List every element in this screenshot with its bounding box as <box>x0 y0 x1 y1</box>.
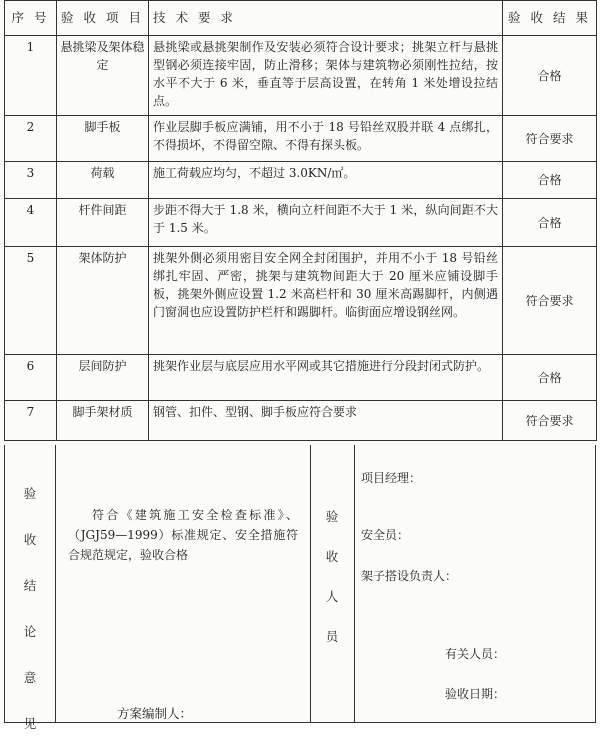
row-item: 荷载 <box>57 162 149 199</box>
scaffold-acceptance-table <box>4 0 597 441</box>
row-result: 合格 <box>503 162 597 199</box>
conclusion-label-char: 见 <box>23 716 37 731</box>
conclusion-label-char: 意 <box>23 670 37 685</box>
row-item: 悬挑梁及架体稳定 <box>57 36 149 116</box>
conclusion-label-char: 结 <box>23 578 37 593</box>
safety-officer-field: 安全员： <box>361 528 410 542</box>
inspectors-label-char: 收 <box>325 549 339 564</box>
row-no: 5 <box>5 247 57 355</box>
row-requirement: 悬挑梁或悬挑架制作及安装必须符合设计要求；挑架立杆与悬挑型钢必须连接牢固，防止滑移；架体与建筑物必须刚性拉结，按水平不大于 6 米，垂直等于层高设置，在转角 1 米处增设拉结点。 <box>149 36 503 116</box>
header-no: 序 号 <box>5 1 57 36</box>
row-requirement: 步距不得大于 1.8 米，横向立杆间距不大于 1 米，纵向间距不大于 1.5 米。 <box>149 199 503 247</box>
row-result: 符合要求 <box>503 116 597 162</box>
row-item: 脚手架材质 <box>57 401 149 441</box>
conclusion-label-char: 论 <box>23 624 37 639</box>
row-result: 合格 <box>503 199 597 247</box>
inspectors-label-char: 人 <box>325 589 339 604</box>
row-item: 脚手板 <box>57 116 149 162</box>
row-result: 合格 <box>503 36 597 116</box>
row-result: 合格 <box>503 355 597 401</box>
inspectors-body <box>355 445 595 722</box>
row-requirement: 施工荷载应均匀，不超过 3.0KN/㎡。 <box>149 162 503 199</box>
planner-signature: 方案编制人： <box>117 706 193 721</box>
header-result: 验 收 结 果 <box>503 1 597 36</box>
row-no: 2 <box>5 116 57 162</box>
header-requirement: 技 术 要 求 <box>149 1 503 36</box>
conclusion-label-char: 验 <box>23 486 37 501</box>
conclusion-text: 符合《建筑施工安全检查标准》、（JGJ59—1999）标准规定、安全措施符合规范规定，验收合格 <box>68 508 298 562</box>
row-no: 4 <box>5 199 57 247</box>
row-item: 架体防护 <box>57 247 149 355</box>
conclusion-body <box>56 445 311 722</box>
table-row <box>5 116 597 162</box>
row-requirement: 挑架作业层与底层应用水平网或其它措施进行分段封闭式防护。 <box>149 355 503 401</box>
table-row <box>5 247 597 355</box>
row-result: 符合要求 <box>503 401 597 441</box>
project-manager-field: 项目经理： <box>361 471 422 485</box>
row-item: 杆件间距 <box>57 199 149 247</box>
row-no: 7 <box>5 401 57 441</box>
row-item: 层间防护 <box>57 355 149 401</box>
row-requirement: 钢管、扣件、型钢、脚手板应符合要求 <box>149 401 503 441</box>
row-no: 3 <box>5 162 57 199</box>
inspectors-label-char: 验 <box>325 509 339 524</box>
table-row <box>5 401 597 441</box>
row-no: 6 <box>5 355 57 401</box>
row-no: 1 <box>5 36 57 116</box>
erector-lead-field: 架子搭设负责人： <box>361 569 458 583</box>
table-header-row <box>5 1 597 36</box>
conclusion-label-char: 收 <box>23 532 37 547</box>
header-item: 验 收 项 目 <box>57 1 149 36</box>
table-row <box>5 199 597 247</box>
row-requirement: 作业层脚手板应满铺，用不小于 18 号铅丝双股并联 4 点绑扎，不得损坏，不得留空隙、不得有探头板。 <box>149 116 503 162</box>
table-row <box>5 355 597 401</box>
table-row <box>5 162 597 199</box>
related-persons-field: 有关人员： <box>445 647 506 661</box>
conclusion-label <box>5 445 56 731</box>
acceptance-date-field: 验收日期： <box>445 687 506 701</box>
table-row <box>5 36 597 116</box>
conclusion-section <box>4 445 596 731</box>
inspectors-label <box>310 445 355 722</box>
inspectors-label-char: 员 <box>325 629 339 644</box>
row-requirement: 挑架外侧必须用密目安全网全封闭围护，并用不小于 18 号铅丝绑扎牢固、严密，挑架与建筑物间距大于 20 厘米应铺设脚手板，挑架外侧应设置 1.2 米高栏杆和 30 厘米高踢脚杆，内侧遇门窗洞也应设置防护栏杆和踢脚杆。临街面应增设钢丝网。 <box>149 247 503 355</box>
row-result: 符合要求 <box>503 247 597 355</box>
